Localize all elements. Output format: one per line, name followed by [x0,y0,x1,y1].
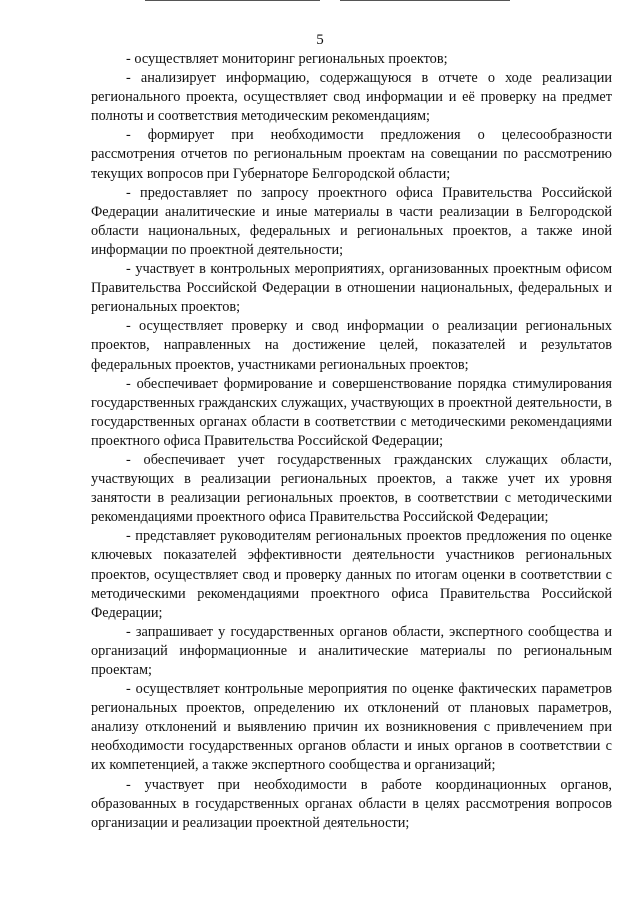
list-item: - осуществляет мониторинг региональных проектов; [126,51,448,67]
document-body [91,50,612,833]
list-item: - участвует при необходимости в работе координационных органов, образованных в государственных органах области в целях рассмотрения вопросов организации и реализации проектной деятельности; [91,776,612,831]
list-item: - запрашивает у государственных органов области, экспертного сообщества и организаций информационные и аналитические материалы по региональным проектам; [91,623,612,678]
list-item: - предоставляет по запросу проектного офиса Правительства Российской Федерации аналитические и иные материалы в части реализации в Белгородской области национальных, федеральных и региональных проектов, а также иной информации по проектной деятельности; [91,184,612,258]
scan-edge-line [145,0,320,1]
list-item: - обеспечивает учет государственных гражданских служащих области, участвующих в реализации региональных проектов, а также учет их уровня занятости в реализации региональных проектов, в соответствии с методическими рекомендациями проектного офиса Правительства Российской Федерации; [91,451,612,526]
page-number: 5 [316,32,324,48]
list-item: - представляет руководителям региональных проектов предложения по оценке ключевых показателей эффективности деятельности участников региональных проектов, осуществляет свод и проверку данных по итогам оценки в соответствии с методическими рекомендациями проектного офиса Правительства Российской Федерации; [91,528,612,621]
list-item: - формирует при необходимости предложения о целесообразности рассмотрения отчетов по региональным проектам на совещании по рассмотрению текущих вопросов при Губернаторе Белгородской области; [91,127,612,182]
list-item: - осуществляет проверку и свод информации о реализации региональных проектов, направленных на достижение целей, показателей и результатов федеральных проектов, участниками региональных проектов; [91,318,612,373]
scan-edge-line [340,0,510,1]
list-item: - анализирует информацию, содержащуюся в отчете о ходе реализации регионального проекта, осуществляет свод информации и её проверку на предмет полноты и соответствия методическим рекомендациям; [91,70,612,125]
list-item: - обеспечивает формирование и совершенствование порядка стимулирования государственных гражданских служащих, участвующих в проектной деятельности, в государственных органах области в соответствии с методическими рекомендациями проектного офиса Правительства Российской Федерации; [91,375,612,449]
list-item: - осуществляет контрольные мероприятия по оценке фактических параметров региональных проектов, определению их отклонений от плановых параметров, анализу отклонений и выявлению причин их возникновения с привлечением при необходимости государственных органов области и иных органов в соответствии с их компетенцией, а также экспертного сообщества и организаций; [91,681,612,774]
list-item: - участвует в контрольных мероприятиях, организованных проектным офисом Правительства Российской Федерации в отношении национальных, федеральных и региональных проектов; [91,261,612,316]
